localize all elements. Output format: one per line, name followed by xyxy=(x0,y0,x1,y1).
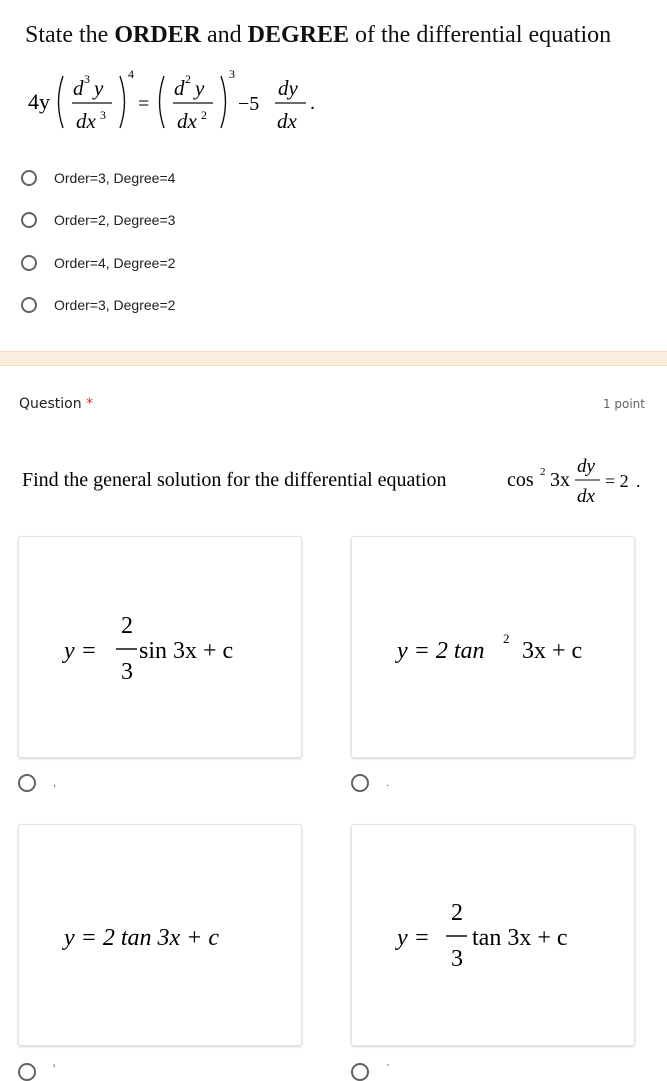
q2-option-4-formula xyxy=(352,825,634,1047)
opt2-lhs: y = 2 tan xyxy=(397,638,485,664)
radio-icon[interactable] xyxy=(21,212,37,228)
radio-icon[interactable] xyxy=(21,255,37,271)
eq1-y-num2: y xyxy=(195,76,205,100)
eq1-rparen-2 xyxy=(221,76,226,128)
eq1-pow-den2: 2 xyxy=(201,108,207,122)
opt4-num: 2 xyxy=(451,900,463,926)
q2-option-2-radio[interactable] xyxy=(351,774,369,792)
opt1-num: 2 xyxy=(121,613,133,639)
q2-option-1-caption: , xyxy=(53,775,57,789)
q2-text-body: Find the general solution for the differential equation xyxy=(22,469,447,491)
opt2-power: 2 xyxy=(503,631,510,646)
question2-text xyxy=(22,456,662,516)
q1-option-4-label: Order=3, Degree=2 xyxy=(54,297,176,313)
eq1-coef: 4y xyxy=(28,89,50,114)
eq1-lparen-1 xyxy=(59,76,64,128)
radio-icon[interactable] xyxy=(21,297,37,313)
eq1-outer-pow-1: 4 xyxy=(128,67,134,81)
opt4-lhs: y = xyxy=(397,925,430,951)
q2-option-4-radio[interactable] xyxy=(351,1063,369,1081)
q2-rhs: = 2 xyxy=(605,471,629,491)
eq1-period: . xyxy=(310,92,315,114)
eq1-dx-den2: dx xyxy=(177,109,197,133)
opt1-den: 3 xyxy=(121,659,133,685)
eq1-pow-num2: 2 xyxy=(185,72,191,86)
eq1-dx-den1: dx xyxy=(76,109,96,133)
question1-equation xyxy=(28,62,328,142)
eq1-dx: dx xyxy=(277,109,297,133)
q2-option-card-3[interactable] xyxy=(18,824,302,1046)
title-prefix: State the xyxy=(25,22,115,48)
eq1-d-num2: d xyxy=(174,76,185,100)
eq1-rparen-1 xyxy=(120,76,125,128)
eq1-equals: = xyxy=(138,93,150,115)
q2-dy: dy xyxy=(577,456,595,477)
question1-title xyxy=(25,22,611,49)
question2-points: 1 point xyxy=(602,397,645,411)
q2-option-2-caption: . xyxy=(386,775,390,789)
required-asterisk: * xyxy=(86,396,94,412)
q2-option-3-radio[interactable] xyxy=(18,1063,36,1081)
eq1-y-num1: y xyxy=(94,76,104,100)
eq1-minus-coef: −5 xyxy=(238,93,260,115)
q1-option-1[interactable] xyxy=(21,167,175,189)
radio-icon[interactable] xyxy=(21,170,37,186)
opt2-rest: 3x + c xyxy=(522,638,583,664)
title-suffix: of the differential equation xyxy=(349,22,612,48)
q2-option-card-4[interactable] xyxy=(351,824,635,1046)
q2-option-2-formula xyxy=(352,537,634,757)
opt1-rest: sin 3x + c xyxy=(139,638,234,664)
q2-cos: cos xyxy=(507,469,534,491)
title-degree: DEGREE xyxy=(247,22,349,48)
q1-option-2-label: Order=2, Degree=3 xyxy=(54,212,176,228)
q2-option-4-caption: ` xyxy=(386,1062,390,1076)
opt3-lhs: y = 2 tan 3x + c xyxy=(64,925,220,951)
q1-option-3-label: Order=4, Degree=2 xyxy=(54,255,176,271)
eq1-pow-den1: 3 xyxy=(100,108,106,122)
section-divider xyxy=(0,351,667,366)
title-mid: and xyxy=(200,22,248,48)
q1-option-3[interactable] xyxy=(21,252,175,274)
eq1-d-num1: d xyxy=(73,76,84,100)
q2-option-3-caption: ' xyxy=(53,1062,56,1076)
opt1-lhs: y = xyxy=(64,638,97,664)
q1-option-1-label: Order=3, Degree=4 xyxy=(54,170,176,186)
q2-option-card-1[interactable] xyxy=(18,536,302,758)
title-order: ORDER xyxy=(114,22,201,48)
q2-dx: dx xyxy=(577,486,595,507)
opt4-rest: tan 3x + c xyxy=(472,925,568,951)
q2-option-1-formula xyxy=(19,537,301,757)
question2-header xyxy=(19,396,93,412)
question2-header-label: Question xyxy=(19,396,82,412)
eq1-dy: dy xyxy=(278,76,298,100)
q2-option-3-formula xyxy=(19,825,301,1047)
q1-option-4[interactable] xyxy=(21,294,175,316)
q2-option-card-2[interactable] xyxy=(351,536,635,758)
q2-period: . xyxy=(636,471,641,491)
eq1-pow-num1: 3 xyxy=(84,72,90,86)
q1-option-2[interactable] xyxy=(21,209,175,231)
q2-option-1-radio[interactable] xyxy=(18,774,36,792)
opt4-den: 3 xyxy=(451,946,463,972)
q2-arg: 3x xyxy=(550,469,570,491)
q2-cos-power: 2 xyxy=(540,466,546,478)
eq1-outer-pow-2: 3 xyxy=(229,67,235,81)
eq1-lparen-2 xyxy=(160,76,165,128)
